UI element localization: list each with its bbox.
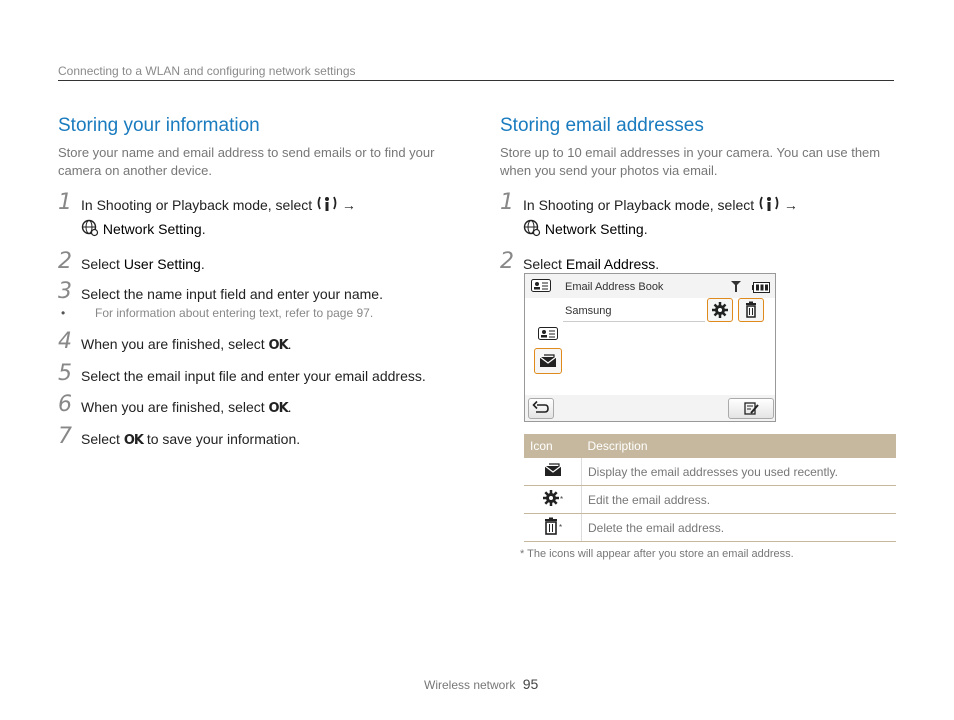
- running-header: [58, 62, 894, 81]
- trash-icon: [739, 299, 763, 321]
- back-button[interactable]: [528, 398, 554, 419]
- write-button[interactable]: [728, 398, 774, 419]
- right-column: [500, 114, 896, 275]
- step-number: 1: [58, 190, 72, 215]
- wireless-icon: [316, 194, 338, 218]
- ok-icon: OK: [268, 400, 288, 416]
- col-description: Description: [582, 434, 897, 458]
- recent-email-icon: [535, 349, 561, 373]
- trash-icon: [543, 517, 559, 535]
- step-2: 2 Select User Setting.: [58, 248, 205, 274]
- address-entry[interactable]: Samsung: [565, 305, 612, 317]
- asterisk-mark: *: [558, 523, 563, 532]
- battery-icon: [752, 280, 770, 298]
- screen-title: Email Address Book: [565, 281, 664, 293]
- table-header: [524, 434, 896, 458]
- edit-button[interactable]: [707, 298, 733, 322]
- contact-card-icon[interactable]: [538, 327, 558, 345]
- table-row: [524, 458, 896, 486]
- bullet-note: • For information about entering text, refer to page 97.: [58, 305, 458, 321]
- step-7: 7 Select OK to save your information.: [58, 428, 458, 452]
- page-number: 95: [522, 676, 539, 692]
- left-column: [58, 114, 458, 452]
- footer-section: Wireless network: [424, 678, 516, 692]
- section-title-storing-email: Storing email addresses: [500, 115, 704, 136]
- contact-card-icon: [531, 279, 551, 297]
- recent-email-button[interactable]: [534, 348, 562, 374]
- entry-divider: [563, 321, 705, 322]
- table-row: [524, 486, 896, 514]
- section-title-storing-info: Storing your information: [58, 115, 260, 136]
- asterisk-mark: *: [559, 495, 564, 504]
- intro-text: Store your name and email address to send emails or to find your camera on another device.: [58, 145, 435, 178]
- screen-bottom-bar: [525, 395, 775, 421]
- step-2: 2 Select Email Address.: [500, 248, 660, 274]
- globe-settings-icon: [81, 219, 99, 243]
- camera-screen: [524, 273, 776, 422]
- signal-icon: [731, 279, 741, 297]
- icon-description-table: [524, 434, 896, 542]
- step-4: 4 When you are finished, select OK.: [58, 333, 458, 357]
- ok-icon: OK: [268, 337, 288, 353]
- col-icon: Icon: [524, 434, 582, 458]
- delete-button[interactable]: [738, 298, 764, 322]
- step-3: 3 Select the name input field and enter your name.: [58, 278, 383, 304]
- row-description: Display the email addresses you used recently.: [582, 458, 897, 486]
- screen-title-bar: [525, 274, 775, 298]
- back-arrow-icon: [529, 399, 553, 418]
- intro-text: Store up to 10 email addresses in your camera. You can use them when you send your photos via email.: [500, 145, 881, 178]
- row-description: Edit the email address.: [582, 486, 897, 514]
- recent-email-icon: [542, 461, 564, 479]
- table-row: [524, 514, 896, 542]
- gear-icon: [708, 299, 732, 321]
- wireless-icon: [758, 194, 780, 218]
- edit-note-icon: [729, 399, 773, 418]
- step-1: 1 In Shooting or Playback mode, select → Network Setting.: [58, 194, 458, 243]
- step-1: 1 In Shooting or Playback mode, select → Network Setting.: [500, 194, 896, 243]
- step-5: 5 Select the email input file and enter your email address.: [58, 360, 426, 386]
- running-title: Connecting to a WLAN and configuring network settings: [58, 64, 356, 78]
- ok-icon: OK: [123, 432, 143, 448]
- globe-settings-icon: [523, 219, 541, 243]
- step-6: 6 When you are finished, select OK.: [58, 396, 458, 420]
- gear-icon: [542, 489, 560, 507]
- page-footer: [424, 676, 538, 692]
- row-description: Delete the email address.: [582, 514, 897, 542]
- footnote: * The icons will appear after you store an email address.: [520, 548, 794, 560]
